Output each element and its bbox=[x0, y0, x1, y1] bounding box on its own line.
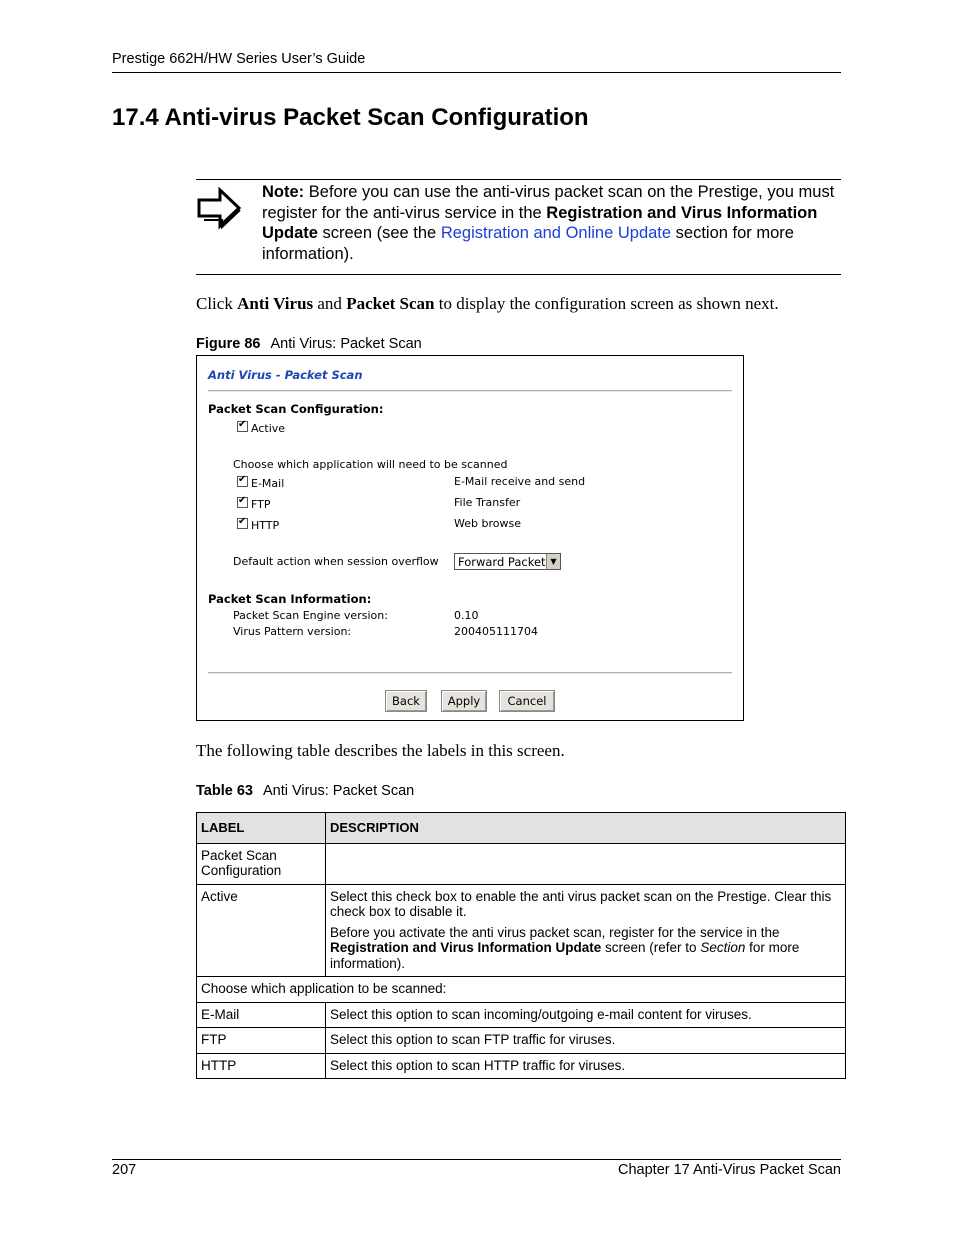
http-description: Web browse bbox=[454, 517, 521, 530]
engine-version-label: Packet Scan Engine version: bbox=[233, 609, 388, 622]
http-checkbox[interactable]: ✔ bbox=[238, 516, 247, 527]
table-intro-paragraph: The following table describes the labels in this screen. bbox=[196, 741, 565, 760]
intro-paragraph: Click Anti Virus and Packet Scan to display the configuration screen as shown next. bbox=[196, 294, 779, 313]
table-row: Packet Scan Configuration bbox=[197, 843, 846, 884]
cancel-button[interactable]: Cancel bbox=[499, 690, 555, 712]
pattern-version-value: 200405111704 bbox=[454, 625, 538, 638]
description-table bbox=[196, 812, 846, 1079]
config-heading: Packet Scan Configuration: bbox=[208, 402, 384, 416]
section-title: 17.4 Anti-virus Packet Scan Configuration bbox=[112, 104, 589, 131]
table-caption: Table 63 Anti Virus: Packet Scan bbox=[196, 783, 415, 799]
figure-caption: Figure 86 Anti Virus: Packet Scan bbox=[196, 336, 422, 352]
active-checkbox[interactable]: ✔ bbox=[238, 419, 247, 430]
note-top-rule bbox=[196, 179, 841, 180]
note-bottom-rule bbox=[196, 274, 841, 275]
screen-top-divider bbox=[208, 390, 732, 392]
running-header: Prestige 662H/HW Series User’s Guide bbox=[112, 51, 366, 67]
overflow-label: Default action when session overflow bbox=[233, 555, 439, 568]
table-header-row bbox=[197, 813, 846, 844]
note-text: Note: Before you can use the anti-virus packet scan on the Prestige, you must register for the anti-virus service in the Registration and Virus Information Update screen (see the Registration and Online Update section for more information). bbox=[262, 183, 835, 263]
figure-screenshot bbox=[196, 355, 744, 721]
table-row: Active Select this check box to enable the anti virus packet scan on the Prestige. Clear this check box to disable it. Before you activate the anti virus packet scan, register for the service in the Registration and Virus Information Update screen (refer to Section for more information). bbox=[197, 884, 846, 977]
table-row: Choose which application to be scanned: bbox=[197, 977, 846, 1003]
ftp-description: File Transfer bbox=[454, 496, 521, 509]
chevron-down-icon[interactable]: ▼ bbox=[546, 554, 560, 569]
email-checkbox[interactable]: ✔ bbox=[238, 474, 247, 485]
pattern-version-label: Virus Pattern version: bbox=[233, 625, 352, 638]
http-label: HTTP bbox=[251, 519, 280, 532]
ftp-checkbox[interactable]: ✔ bbox=[238, 495, 247, 506]
footer-rule bbox=[112, 1159, 841, 1160]
column-header-description: DESCRIPTION bbox=[326, 813, 846, 844]
note-label: Note: bbox=[262, 183, 305, 201]
header-rule bbox=[112, 72, 841, 73]
email-label: E-Mail bbox=[251, 477, 285, 490]
column-header-label: LABEL bbox=[197, 813, 326, 844]
chapter-title: Chapter 17 Anti-Virus Packet Scan bbox=[618, 1162, 841, 1178]
active-label: Active bbox=[251, 422, 286, 435]
choose-apps-label: Choose which application will need to be scanned bbox=[233, 458, 508, 471]
engine-version-value: 0.10 bbox=[454, 609, 479, 622]
page-number: 207 bbox=[112, 1162, 137, 1178]
registration-link[interactable]: Registration and Online Update bbox=[440, 224, 672, 242]
screen-bottom-divider bbox=[208, 672, 732, 674]
note-arrow-icon bbox=[196, 187, 242, 231]
overflow-action-select[interactable]: Forward Packet ▼ bbox=[454, 553, 561, 570]
table-row: E-Mail Select this option to scan incoming/outgoing e-mail content for viruses. bbox=[197, 1002, 846, 1028]
table-row: FTP Select this option to scan FTP traffic for viruses. bbox=[197, 1028, 846, 1054]
email-description: E-Mail receive and send bbox=[454, 475, 586, 488]
info-heading: Packet Scan Information: bbox=[208, 592, 372, 606]
apply-button[interactable]: Apply bbox=[441, 690, 487, 712]
ftp-label: FTP bbox=[251, 498, 271, 511]
table-row: HTTP Select this option to scan HTTP traffic for viruses. bbox=[197, 1053, 846, 1079]
back-button[interactable]: Back bbox=[385, 690, 427, 712]
screen-title: Anti Virus - Packet Scan bbox=[208, 368, 363, 382]
